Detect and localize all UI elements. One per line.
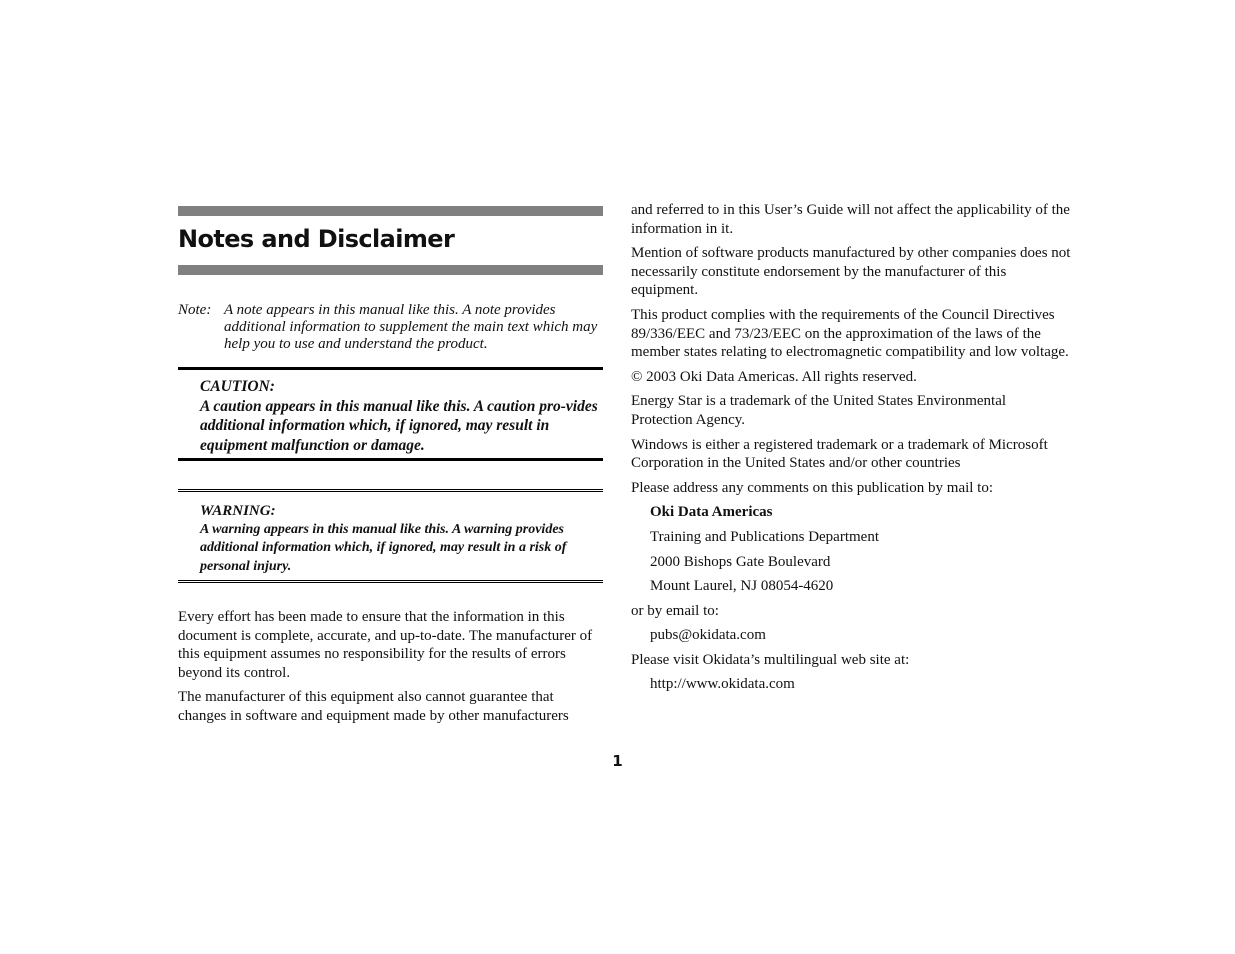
right-column [631,201,1071,700]
note-block [178,302,603,353]
web-url: http://www.okidata.com [650,676,795,693]
address-department: Training and Publications Department [650,528,879,545]
guarantee-paragraph: The manufacturer of this equipment also cannot guarantee that changes in software and equipment made by other manufacturers [178,689,569,724]
energy-star-paragraph: Energy Star is a trademark of the United States Environmental Protection Agency. [631,393,1007,428]
warning-text: A warning appears in this manual like this. A warning provides additional information which, if ignored, may result in a risk of personal injury. [200,521,567,574]
caution-block [178,367,603,461]
note-prefix: Note: [178,302,212,318]
web-intro: Please visit Okidata’s multilingual web site at: [631,651,910,668]
warning-heading: WARNING: [200,503,276,519]
effort-paragraph: Every effort has been made to ensure that the information in this document is complete, accurate, and up-to-date. The manufacturer of this equipment assumes no responsibility for the results of errors beyond its control. [178,609,593,681]
page-number: 1 [612,752,623,770]
compliance-paragraph: This product complies with the requirements of the Council Directives 89/336/EEC and 73/23/EEC on the approximation of the laws of the member states relating to electromagnetic compatibility and low voltage. [631,306,1069,361]
title-bottom-bar [178,265,603,275]
caution-text: A caution appears in this manual like this. A caution pro-vides additional information which, if ignored, may result in equipment malfunction or damage. [200,397,598,454]
email-address: pubs@okidata.com [650,627,766,644]
title-top-bar [178,206,603,216]
address-company: Oki Data Americas [650,504,773,521]
address-intro: Please address any comments on this publication by mail to: [631,479,994,496]
warning-block [178,489,603,583]
address-street: 2000 Bishops Gate Boulevard [650,553,831,570]
address-city: Mount Laurel, NJ 08054-4620 [650,578,834,595]
windows-paragraph: Windows is either a registered trademark or a trademark of Microsoft Corporation in the United States and/or other countries [631,436,1048,472]
copyright-paragraph: © 2003 Oki Data Americas. All rights reserved. [631,368,917,385]
email-intro: or by email to: [631,602,719,619]
left-column [178,206,603,726]
software-mention-paragraph: Mention of software products manufactured by other companies does not necessarily constitute endorsement by the manufacturer of this equipment. [631,245,1071,299]
note-text: A note appears in this manual like this. A note provides additional information to supplement the main text which may help you to use and understand the product. [224,302,598,352]
continuation-paragraph: and referred to in this User’s Guide will not affect the applicability of the information in it. [631,202,1070,237]
page-title: Notes and Disclaimer [178,225,455,253]
caution-heading: CAUTION: [200,378,275,395]
